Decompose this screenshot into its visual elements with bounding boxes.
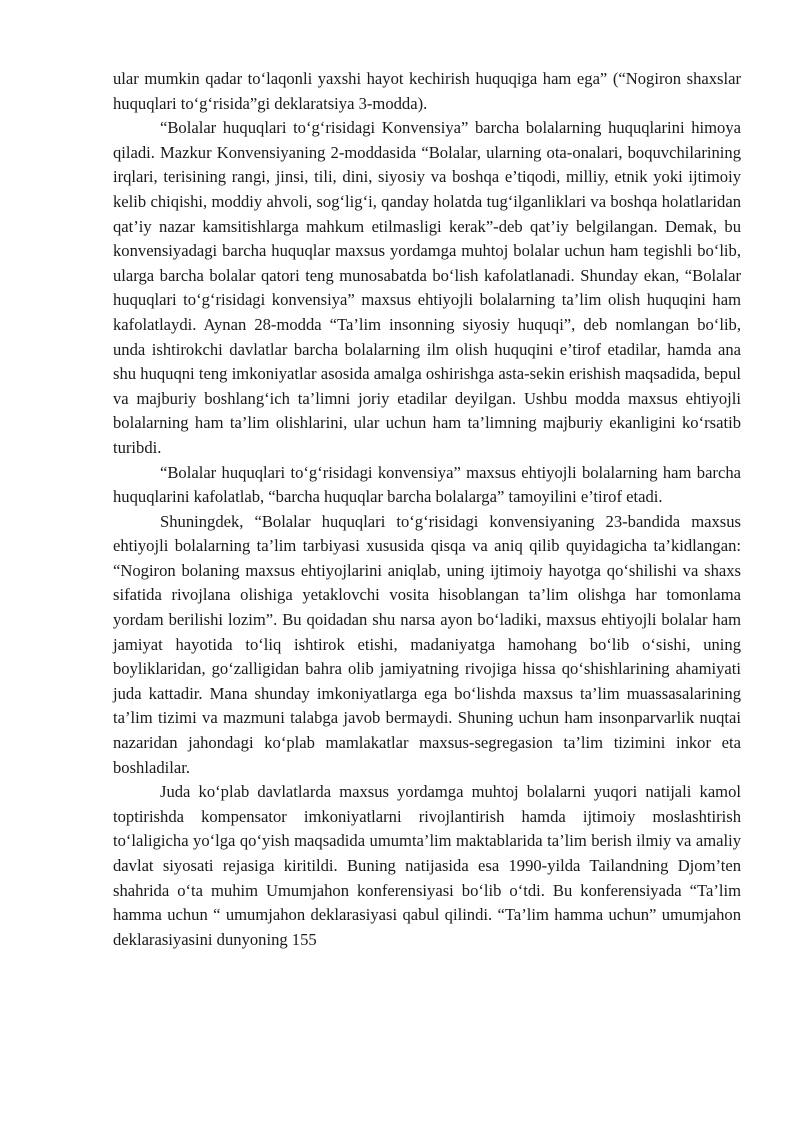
paragraph-world-conference: Juda ko‘plab davlatlarda maxsus yordamga muhtoj bolalarni yuqori natijali kamol toptirishda kompensator imkoniyatlarni rivojlantirish hamda ijtimoiy moslashtirish to‘laligicha yo‘lga qo‘yish maqsadida umumta’lim maktablarida ta’lim berish ilmiy va amaliy davlat siyosati rejasiga kiritildi. Buning natijasida esa 1990-yilda Tailandning Djom’ten shahrida o‘ta muhim Umumjahon konferensiyasi bo‘lib o‘tdi. Bu konferensiyada “Ta’lim hamma uchun “ umumjahon deklarasiyasi qabul qilindi. “Ta’lim hamma uchun” umumjahon deklarasiyasini dunyoning 155	[113, 782, 741, 949]
document-page	[113, 67, 741, 952]
paragraph-convention-article-23: Shuningdek, “Bolalar huquqlari to‘g‘risidagi konvensiyaning 23-bandida maxsus ehtiyojli bolalarning ta’lim tarbiyasi xususida qisqa va aniq qilib quyidagicha ta’kidlangan: “Nogiron bolaning maxsus ehtiyojlarini aniqlab, uning ijtimoiy hayotga qo‘shilishi va shaxs sifatida rivojlana olishiga yetaklovchi vosita hisoblangan ta’lim olishga har tomonlama yordam berilishi lozim”. Bu qoidadan shu narsa ayon bo‘ladiki, maxsus ehtiyojli bolalar ham jamiyat hayotida to‘liq ishtirok etishi, madaniyatga hamohang bo‘lib o‘sishi, uning boyliklaridan, go‘zalligidan bahra olib jamiyatning rivojiga hissa qo‘shishlarining ahamiyati juda kattadir. Mana shunday imkoniyatlarga ega bo‘lishda maxsus ta’lim muassasalarining ta’lim tizimi va mazmuni talabga javob bermaydi. Shuning uchun ham insonparvarlik nuqtai nazaridan jahondagi ko‘plab mamlakatlar maxsus-segregasion ta’lim tizimini inkor eta boshladilar.	[113, 511, 741, 777]
paragraph-convention-article-2: “Bolalar huquqlari to‘g‘risidagi Konvensiya” barcha bolalarning huquqlarini himoya qiladi. Mazkur Konvensiyaning 2-moddasida “Bolalar, ularning ota-onalari, boquvchilarining irqlari, terisining rangi, jinsi, tili, dini, siyosiy va boshqa e’tiqodi, milliy, etnik yoki ijtimoiy kelib chiqishi, moddiy ahvoli, sog‘lig‘i, qanday holatda tug‘ilganliklari va boshqa holatlaridan qat’iy nazar kamsitishlarga mahkum etilmasligi kerak”-deb qat’iy belgilangan. Demak, bu konvensiyadagi barcha huquqlar maxsus yordamga muhtoj bolalar uchun ham tegishli bo‘lib, ularga barcha bolalar qatori teng munosabatda bo‘lish kafolatlanadi. Shunday ekan, “Bolalar huquqlari to‘g‘risidagi konvensiya” maxsus ehtiyojli bolalarning ta’lim olish huquqini ham kafolatlaydi. Aynan 28-modda “Ta’lim insonning siyosiy huquqi”, deb nomlangan bo‘lib, unda ishtirokchi davlatlar barcha bolalarning ilm olish huquqini e’tirof etadilar, hamda ana shu huquqni teng imkoniyatlar asosida amalga oshirishga asta-sekin erishish maqsadida, bepul va majburiy boshlang‘ich ta’limni joriy etadilar deyilgan. Ushbu modda maxsus ehtiyojli bolalarning ham ta’lim olishlarini, ular uchun ham ta’limning majburiy ekanligini ko‘rsatib turibdi.	[113, 118, 741, 457]
paragraph-continuation: ular mumkin qadar to‘laqonli yaxshi hayot kechirish huquqiga ham ega” (“Nogiron shaxslar huquqlari to‘g‘risida”gi deklaratsiya 3-modda).	[113, 69, 741, 113]
paragraph-convention-principle: “Bolalar huquqlari to‘g‘risidagi konvensiya” maxsus ehtiyojli bolalarning ham barcha huquqlarini kafolatlab, “barcha huquqlar barcha bolalarga” tamoyilini e’tirof etadi.	[113, 462, 741, 507]
